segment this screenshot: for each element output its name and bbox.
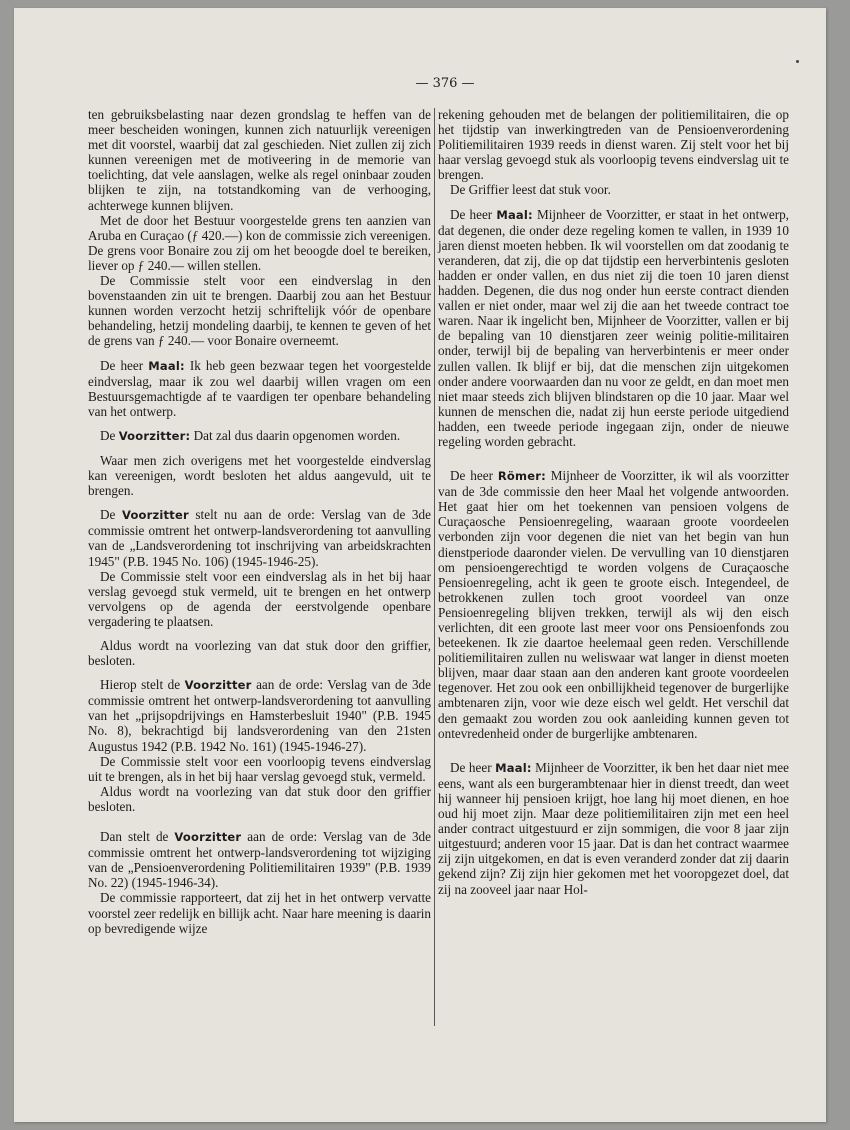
- speaker-name: Voorzitter: [184, 678, 252, 693]
- paragraph: ten gebruiksbelasting naar dezen grondslag te heffen van de meer bescheiden woningen, kunnen zich natuurlijk vereenigen met dit voorstel, waarbij dat zal geschieden. Niet zullen zij zich kunnen vereenigen met de motiveering in de memorie van toelichting, dat vele aanslagen, welke als regel oninbaar zouden blijken te zijn, na totstandkoming van de verhooging, achterwege kunnen blijven.: [88, 107, 431, 213]
- speaker-paragraph: De Voorzitter: Dat zal dus daarin opgenomen worden.: [100, 427, 401, 443]
- speaker-name: Römer:: [497, 469, 546, 484]
- speaker-paragraph: De heer Maal: Mijnheer de Voorzitter, er staat in het ontwerp, dat degenen, die onder deze regeling komen te vallen, in 1939 10 jaren dienst moeten hebben. Ik wil voorstellen om dat zoodanig te veranderen, dat zij, die op dat tijdstip een herverbintenis gesloten hadden er onder vallen, en dus niet zij die toen 10 jaren dienst hadden. Degenen, die dus nog onder hun eerste contract dienden vallen er niet onder, maar wel zij die aan het tweede contract toe waren. Naar ik ingelicht ben, Mijnheer de Voorzitter, vallen er bij de bepaling van 10 dienstjaren zeer weinig politie-militairen onder, terwijl bij de bepaling van herverbintenis er meer onder zullen vallen. Ik blijf er bij, dat die menschen zijn uitgekomen onder andere voorwaarden dan nu voor ze geldt, en dan moet men niet maar steeds zich blijven blindstaren op die 10 jaar. Maar wel kunnen de menschen die, nadat zij hun eerste periode uitgediend hadden, een tweede periode ingegaan zijn, onder de nieuwe regeling worden gebracht.: [438, 206, 789, 449]
- paragraph: Waar men zich overigens met het voorgestelde eindverslag kan vereenigen, wordt besloten het aldus aangevuld, uit te brengen.: [88, 452, 431, 499]
- paragraph: Aldus wordt na voorlezing van dat stuk door den griffier, besloten.: [88, 638, 431, 669]
- paragraph: Met de door het Bestuur voorgestelde grens ten aanzien van Aruba en Curaçao (ƒ 420.—) kon de commissie zich vereenigen. De grens voor Bonaire zou zij om het beoogde doel te bereiken, liever op ƒ 240.— willen stellen.: [88, 212, 431, 273]
- column-divider: [434, 108, 435, 1026]
- speaker-name: Maal:: [496, 207, 533, 222]
- paragraph: Aldus wordt na voorlezing van dat stuk door den griffier besloten.: [88, 783, 431, 814]
- paragraph: De Commissie stelt voor een eindverslag als in het bij haar verslag gevoegd stuk vermeld, uit te brengen en het ontwerp vervolgens op de agenda der eerstvolgende openbare vergadering te plaatsen.: [88, 568, 431, 629]
- paragraph: De commissie rapporteert, dat zij het in het ontwerp vervatte voorstel zeer redelijk en billijk acht. Naar hare meening is daarin op bevredigende wijze: [88, 890, 431, 936]
- corner-mark: [796, 60, 799, 63]
- agenda-paragraph: Hierop stelt de Voorzitter aan de orde: Verslag van de 3de commissie omtrent het ontwerp-landsverordening tot aanvulling van het „prijsopdrijvings en Hamsterbesluit 1940" (P.B. 1945 No. 8), bekrachtigd bij landsverordening van den 21sten Augustus 1942 (P.B. 1942 No. 161) (1945-1946-27).: [88, 677, 431, 754]
- paragraph: De Commissie stelt voor een eindverslag in den bovenstaanden zin uit te brengen. Daarbij zou aan het Bestuur kunnen worden verzocht hetzij schriftelijk vóór de openbare behandeling, hetzij mondeling daarbij, te kennen te geven of het de grens van ƒ 240.— voor Bonaire overneemt.: [88, 273, 431, 349]
- paragraph: De Griffier leest dat stuk voor.: [450, 182, 611, 198]
- speaker-name: Maal:: [148, 358, 185, 373]
- speaker-paragraph: De heer Römer: Mijnheer de Voorzitter, ik wil als voorzitter van de 3de commissie den heer Maal het volgende antwoorden. Het gaat hier om het toekennen van pensioen volgens de Curaçaosche Pensioenregeling, waaraan groote voordeelen verbonden zijn voor degenen die niet van het begin van hun dienstperiode daaronder vielen. De vervulling van 10 dienstjaren om pensioengerechtigd te worden volgens de Curaçaosche Pensioenregeling, acht ik geen te groote eisch. Integendeel, de betrokkenen zullen toch groot voordeel van onze Pensioenregeling blijven trekken, terwijl als wij den eisch verlichten, dit een groote last meer voor ons Pensioenfonds zou beteekenen. Ik zie daartoe heelemaal geen reden. Verschillende politiemilitairen zullen nu weliswaar wat langer in dienst moeten blijven, maar daar staan aan den anderen kant groote voordeelen tegenover. Het zou ook een onbillijkheid tegenover de burgerlijke ambtenaren zijn, voor wie deze eisch wel geldt. Het verschil dat den gemaakt zou worden zou ook aanleiding kunnen geven tot ontevredenheid onder de burgerlijke ambtenaren.: [438, 468, 790, 741]
- speaker-paragraph: De heer Maal: Ik heb geen bezwaar tegen het voorgestelde eindverslag, maar ik zou wel daarbij willen vragen om een Bestuursgemachtigde af te vaardigen ter openbare behandeling van het ontwerp.: [88, 357, 432, 419]
- speaker-name: Voorzitter: [174, 830, 242, 845]
- speaker-name: Maal:: [495, 760, 532, 775]
- agenda-paragraph: De Voorzitter stelt nu aan de orde: Verslag van de 3de commissie omtrent het ontwerp-landsverordening tot aanvulling van de „Landsverordening tot inschrijving van arbeidskrachten 1945" (P.B. 1945 No. 106) (1945-1946-25).: [88, 507, 431, 569]
- speaker-name: Voorzitter:: [118, 428, 191, 443]
- document-page: [14, 8, 826, 1122]
- page-number: — 376 —: [415, 76, 475, 91]
- speaker-name: Voorzitter: [121, 508, 189, 523]
- left-column: [88, 107, 431, 936]
- paragraph: De Commissie stelt voor een voorloopig tevens eindverslag uit te brengen, als in het bij haar verslag gevoegd stuk, vermeld.: [88, 753, 431, 784]
- paragraph: rekening gehouden met de belangen der politiemilitairen, die op het tijdstip van inwerkingtreden van de Pensioenverordening Politiemilitairen 1939 reeds in dienst waren. Zij stelt voor het bij haar verslag gevoegd stuk als voorloopig tevens eindverslag uit te brengen.: [438, 107, 789, 183]
- agenda-paragraph: Dan stelt de Voorzitter aan de orde: Verslag van de 3de commissie omtrent het ontwerp-landsverordening tot wijziging van de „Pensioenverordening Politiemilitairen 1939" (P.B. 1939 No. 22) (1945-1946-34).: [88, 829, 431, 891]
- speaker-paragraph: De heer Maal: Mijnheer de Voorzitter, ik ben het daar niet mee eens, want als een burgerambtenaar hier in dienst treedt, dan weet hij wanneer hij pensioen krijgt, hoe lang hij moet dienen, en hoe oud hij moet zijn. Maar deze politiemilitairen zijn met een heel ander contract uitgestuurd er zijn sommigen, die voor 8 jaar zijn uitgestuurd; anderen voor 15 jaar. Dat is dan het contract waarmee zij zijn uitgekomen, en dat is even veranderd zonder dat zij daarin gekend zijn? Zij zijn hier gekomen met het vooropgezet doel, dat zij na zooveel jaar naar Hol-: [438, 759, 789, 897]
- right-column: [438, 107, 789, 897]
